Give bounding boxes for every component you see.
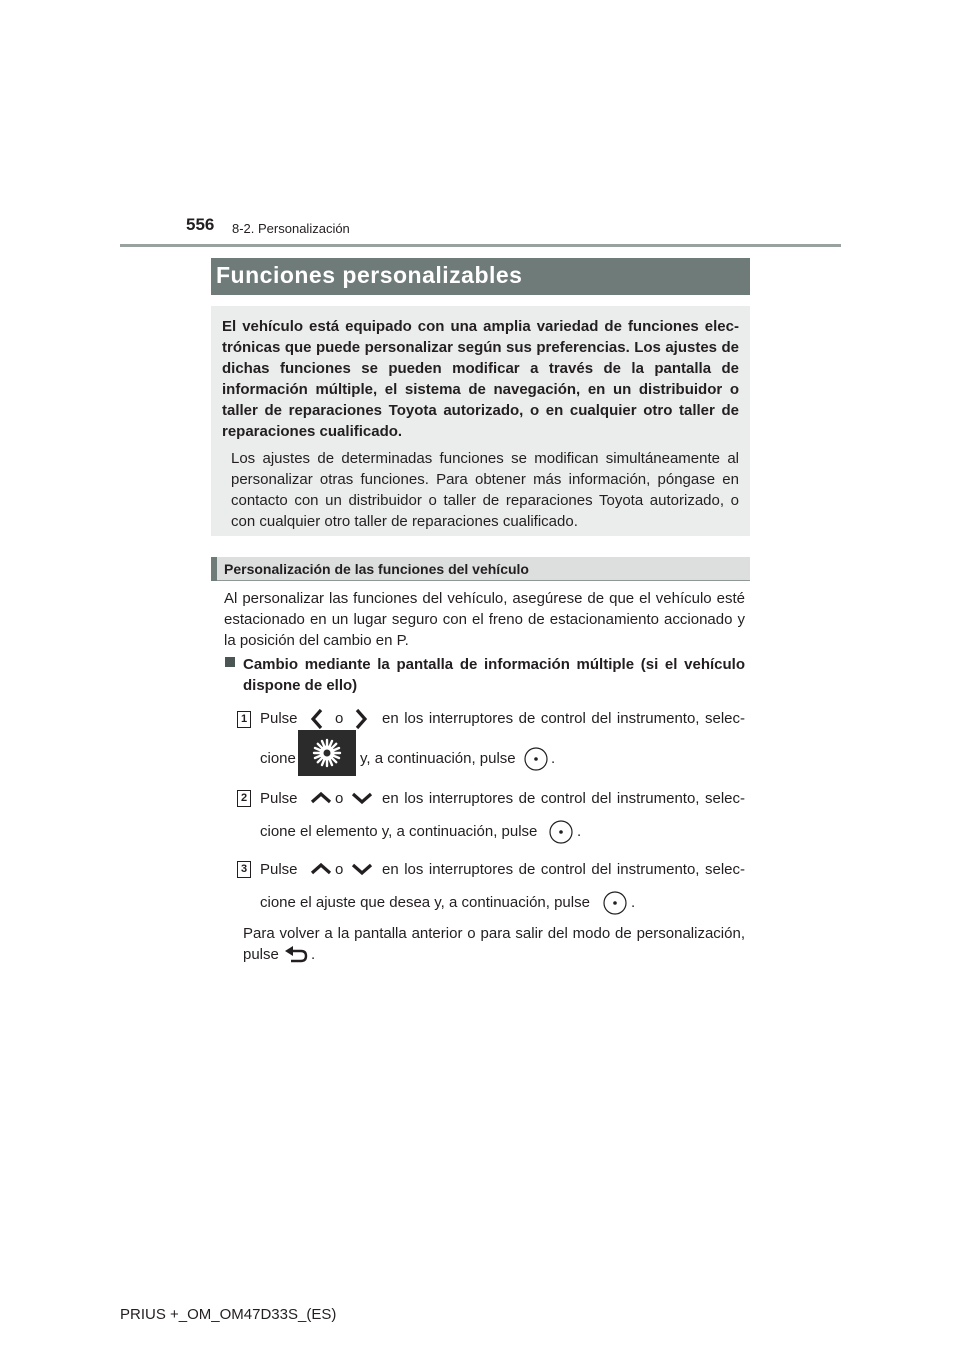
arrow-up-icon xyxy=(310,791,332,805)
return-note-end: . xyxy=(311,946,316,963)
ok-button-icon xyxy=(548,819,574,845)
ok-button-icon xyxy=(523,746,549,772)
step-1-line-1-rest: en los interruptores de control del instrumento, selec- xyxy=(382,710,745,727)
step-2-line-2: cione el elemento y, a continuación, pulse xyxy=(260,823,538,840)
step-2-line-1: Pulse xyxy=(260,790,298,807)
arrow-left-icon xyxy=(310,708,324,730)
step-1-line-2: cione xyxy=(260,750,296,767)
return-note-line-1: Para volver a la pantalla anterior o para salir del modo de personalización, xyxy=(243,925,745,942)
subsection-marker xyxy=(211,557,217,581)
document-footer: PRIUS +_OM_OM47D33S_(ES) xyxy=(120,1306,337,1323)
step-3-line-1: Pulse xyxy=(260,861,298,878)
subsection-paragraph: Al personalizar las funciones del vehículo, asegúrese de que el vehículo esté estacionado en un lugar seguro con el freno de estacionamiento accionado y la posición del cambio en P. xyxy=(224,590,745,649)
intro-summary: El vehículo está equipado con una amplia variedad de funciones elec-trónicas que puede personalizar según sus preferencias. Los ajustes de dichas funciones se pueden modificar a través de la pantalla de información múltiple, el sistema de navegación, en un distribuidor o taller de reparaciones Toyota autorizado, o en cualquier otro taller de reparaciones cualificado. xyxy=(222,318,739,440)
return-arrow-icon xyxy=(283,946,309,964)
step-2-or: o xyxy=(335,790,344,807)
step-3-or: o xyxy=(335,861,344,878)
step-number-3: 3 xyxy=(237,861,251,878)
step-2-line-1-rest: en los interruptores de control del instrumento, selec- xyxy=(382,790,745,807)
arrow-up-icon xyxy=(310,862,332,876)
page-number: 556 xyxy=(186,215,215,234)
step-3-line-1-rest: en los interruptores de control del instrumento, selec- xyxy=(382,861,745,878)
return-note-line-2: pulse xyxy=(243,946,279,963)
arrow-down-icon xyxy=(351,791,373,805)
arrow-right-icon xyxy=(354,708,368,730)
step-number-2: 2 xyxy=(237,790,251,807)
step-3-end: . xyxy=(631,894,636,911)
section-breadcrumb: 8-2. Personalización xyxy=(232,221,350,236)
step-number-1: 1 xyxy=(237,711,251,728)
step-text: Pulse xyxy=(260,710,298,727)
step-1-or: o xyxy=(335,710,344,727)
arrow-down-icon xyxy=(351,862,373,876)
ok-button-icon xyxy=(602,890,628,916)
intro-note: Los ajustes de determinadas funciones se modifican simultáneamente al personalizar otras funciones. Para obtener más información, póngase en contacto con un distribuidor o taller de reparaciones Toyota autorizado, o con cualquier otro taller de reparaciones cualificado. xyxy=(231,450,739,530)
page-title: Funciones personalizables xyxy=(216,262,523,288)
bullet-heading: Cambio mediante la pantalla de información múltiple (si el vehículo dispone de ello) xyxy=(243,656,745,694)
step-2-end: . xyxy=(577,823,582,840)
header-divider xyxy=(120,244,841,247)
step-1-end: . xyxy=(551,750,556,767)
step-1-line-1 xyxy=(260,710,298,727)
bullet-square-icon xyxy=(225,657,235,667)
step-3-line-2: cione el ajuste que desea y, a continuación, pulse xyxy=(260,894,590,911)
subsection-title: Personalización de las funciones del vehículo xyxy=(224,561,529,577)
step-1-line-2-rest: y, a continuación, pulse xyxy=(360,750,516,767)
settings-gear-icon xyxy=(298,730,356,776)
